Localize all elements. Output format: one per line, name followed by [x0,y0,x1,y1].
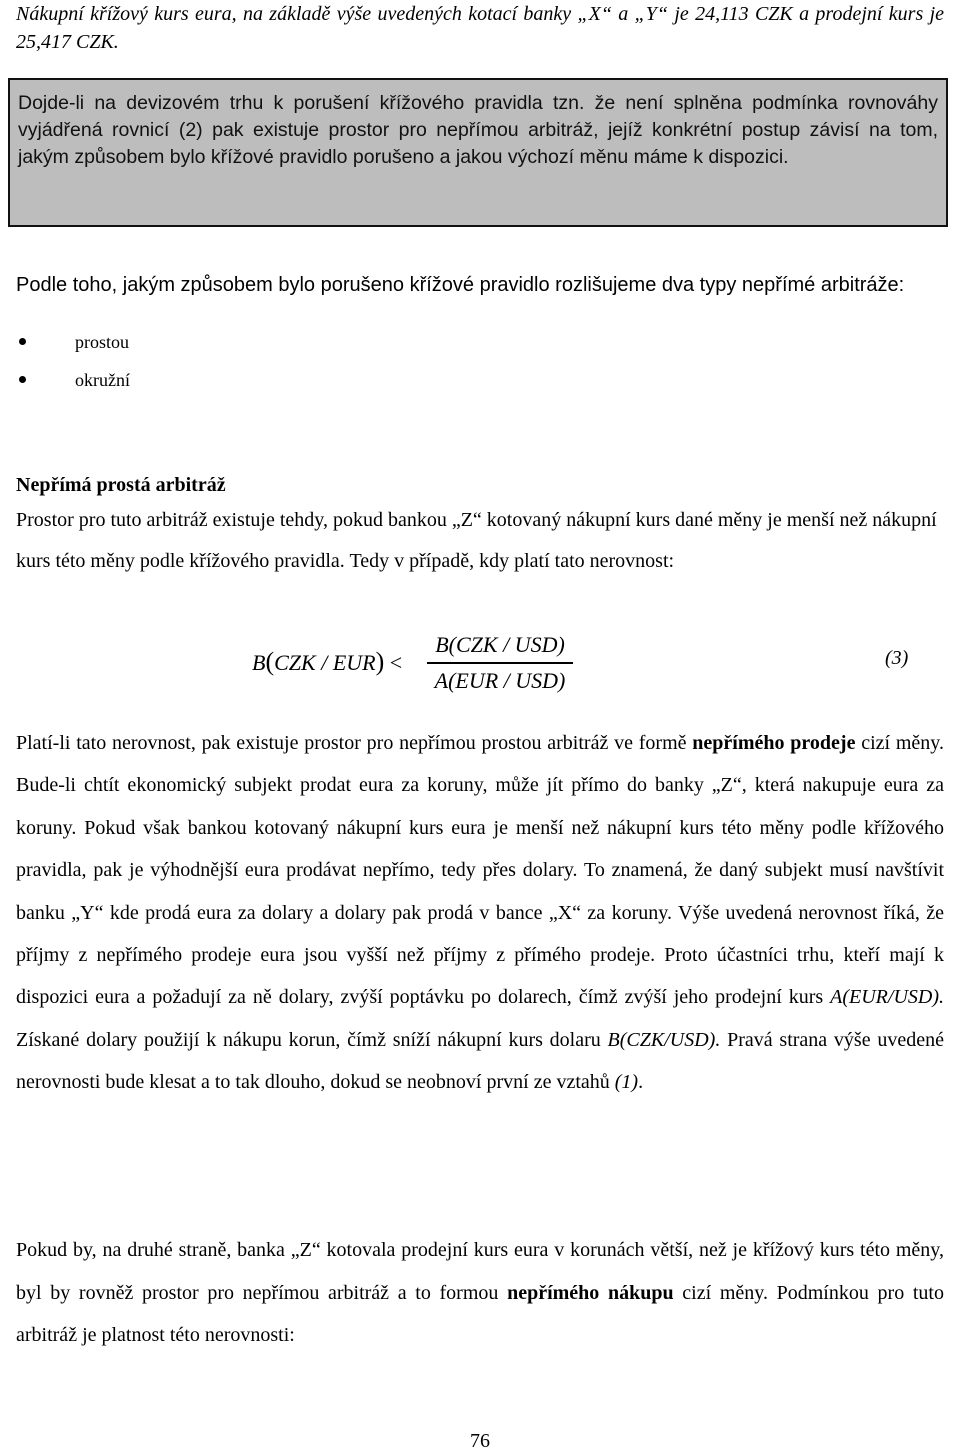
indirect-purchase-paragraph [16,1229,944,1357]
list-item [16,326,944,364]
inequality-formula [252,628,952,698]
equation-number: (3) [885,647,909,669]
page-number: 76 [470,1430,490,1452]
formula-symbol-b: B [252,650,266,675]
list-item-label: prostou [75,332,129,352]
bold-term: nepřímého prodeje [692,732,856,754]
highlight-box [8,78,948,227]
bold-term: nepřímého nákupu [507,1281,674,1304]
formula-left-side [252,647,402,677]
italic-term: B(CZK/USD). [607,1028,721,1051]
bullet-icon [19,338,26,345]
text-run: Pravá strana výše uvedené nerovnosti bude klesat a to tak dlouho, dokud se neobnoví první ze vztahů [16,1028,944,1094]
highlight-box-paragraph: Dojde-li na devizovém trhu k porušení křížového pravidla tzn. že není splněna podmínka rovnováhy vyjádřená rovnicí (2) pak existuje prostor pro nepřímou arbitráž, jejíž konkrétní postup závisí na tom, jakým způsobem bylo křížové pravidlo porušeno a jakou výchozí měnu máme k dispozici. [18,92,938,168]
text-run: Platí-li tato nerovnost, pak existuje prostor pro nepřímou prostou arbitráž ve formě [16,732,693,754]
arbitrage-space-paragraph: Prostor pro tuto arbitráž existuje tehdy, pokud bankou „Z“ kotovaný nákupní kurs dané měny je menší než nákupní kurs této měny podle křížového pravidla. Tedy v případě, kdy platí tato nerovnost: [16,509,937,572]
formula-denominator: A(EUR / USD) [434,667,566,693]
arbitrage-types-list [16,326,944,402]
text-run: Pokud by, na druhé straně, banka „Z“ kotovala prodejní kurs eura v korunách větší, než je křížový kurs této měny, byl by rovněž prostor pro nepřímou arbitráž a to formou [16,1239,944,1304]
text-run: . [638,1071,644,1094]
text-run: Získané dolary použijí k nákupu korun, čímž sníží nákupní kurs dolaru [16,1028,608,1051]
formula-less-than: < [389,650,403,675]
formula-fraction [426,628,574,698]
formula-paren-close: ) [375,647,385,676]
italic-term: (1) [614,1071,639,1094]
list-item-label: okružní [75,370,130,390]
formula-paren-open: ( [265,647,275,676]
text-run: cizí měny. Podmínkou pro tuto arbitráž je platnost této nerovnosti: [16,1281,944,1346]
intro-paragraph: Podle toho, jakým způsobem bylo porušeno křížové pravidlo rozlišujeme dva typy nepřímé arbitráže: [16,274,905,296]
section-heading: Nepřímá prostá arbitráž [16,474,226,496]
formula-numerator: B(CZK / USD) [435,632,565,657]
text-run: cizí měny. Bude-li chtít ekonomický subjekt prodat eura za koruny, může jít přímo do banky „Z“, která nakupuje eura za koruny. Pokud však bankou kotovaný nákupní kurs eura je menší než nákupní kurs této měny podle křížového pravidla, pak je výhodnější eura prodávat nepřímo, tedy přes dolary. To znamená, že daný subjekt musí navštívit banku „Y“ kde prodá eura za dolary a dolary pak prodá v bance „X“ za koruny. Výše uvedená nerovnost říká, že příjmy z nepřímého prodeje eura jsou vyšší než příjmy z přímého prodeje. Proto účastníci trhu, kteří mají k dispozici eura a požadují za ně dolary, zvýší poptávku po dolarech, čímž zvýší jeho prodejní kurs [16,732,944,1009]
cross-rate-paragraph: Nákupní křížový kurs eura, na základě výše uvedených kotací banky „X“ a „Y“ je 24,113 CZK a prodejní kurs je 25,417 CZK. [16,3,944,53]
formula-lhs-inner: CZK / EUR [274,650,376,675]
bullet-icon [19,376,26,383]
indirect-sale-paragraph [16,722,944,1104]
list-item [16,364,944,402]
italic-term: A(EUR/USD). [830,986,944,1009]
